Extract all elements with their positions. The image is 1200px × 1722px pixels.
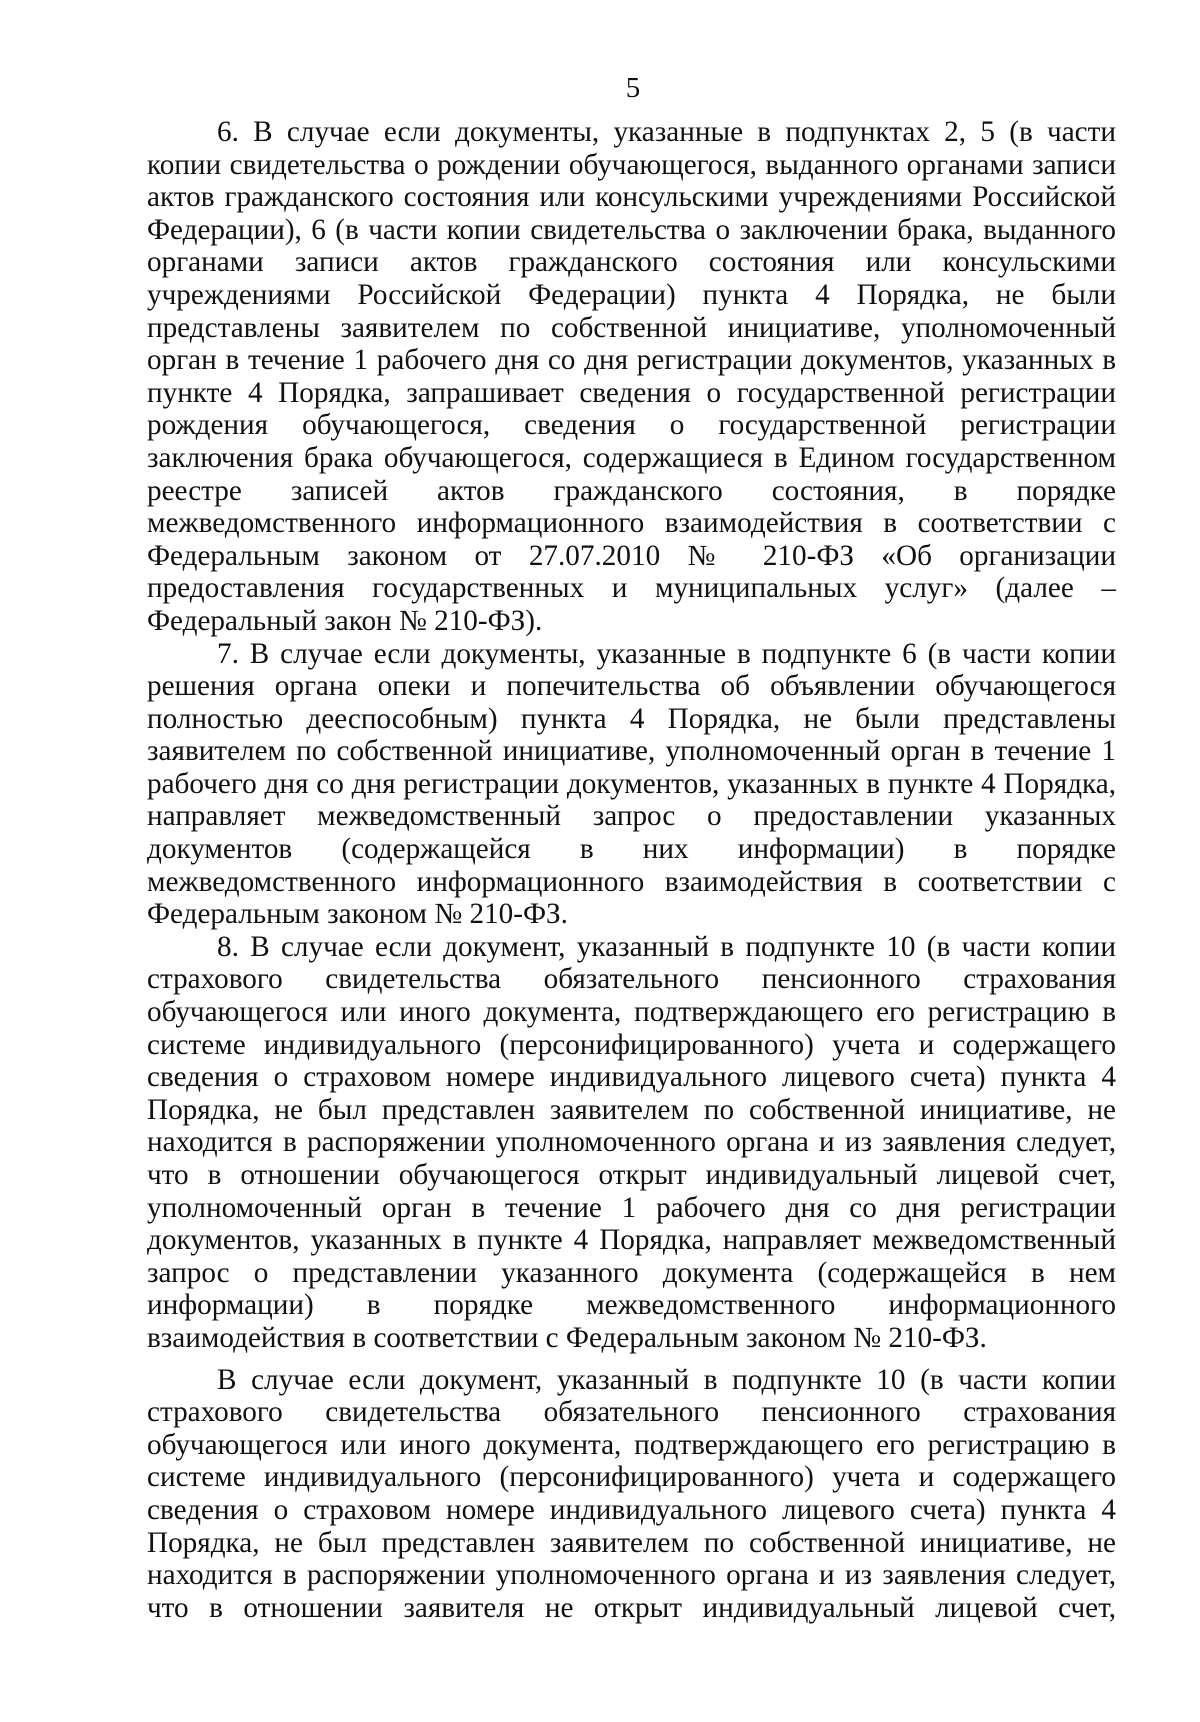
page-number: 5: [625, 72, 641, 104]
paragraph-6: 6. В случае если документы, указанные в подпунктах 2, 5 (в части копии свидетельства о рождении обучающегося, выданного органами записи актов гражданского состояния или консульскими учреждениями Российской Федерации), 6 (в части копии свидетельства о заключении брака, выданного органами записи актов гражданского состояния или консульскими учреждениями Российской Федерации) пункта 4 Порядка, не были представлены заявителем по собственной инициативе, уполномоченный орган в течение 1 рабочего дня со дня регистрации документов, указанных в пункте 4 Порядка, запрашивает сведения о государственной регистрации рождения обучающегося, сведения о государственной регистрации заключения брака обучающегося, содержащиеся в Едином государственном реестре записей актов гражданского состояния, в порядке межведомственного информационного взаимодействия в соответствии с Федеральным законом от 27.07.2010 № 210-ФЗ «Об организации предоставления государственных и муниципальных услуг» (далее – Федеральный закон № 210-ФЗ).: [147, 116, 1116, 637]
paragraph-8-continuation: В случае если документ, указанный в подпункте 10 (в части копии страхового свидетельства обязательного пенсионного страхования обучающегося или иного документа, подтверждающего его регистрацию в системе индивидуального (персонифицированного) учета и содержащего сведения о страховом номере индивидуального лицевого счета) пункта 4 Порядка, не был представлен заявителем по собственной инициативе, не находится в распоряжении уполномоченного органа и из заявления следует, что в отношении заявителя не открыт индивидуальный лицевой счет,: [147, 1363, 1116, 1624]
paragraph-7: 7. В случае если документы, указанные в подпункте 6 (в части копии решения органа опеки и попечительства об объявлении обучающегося полностью дееспособным) пункта 4 Порядка, не были представлены заявителем по собственной инициативе, уполномоченный орган в течение 1 рабочего дня со дня регистрации документов, указанных в пункте 4 Порядка, направляет межведомственный запрос о предоставлении указанных документов (содержащейся в них информации) в порядке межведомственного информационного взаимодействия в соответствии с Федеральным законом № 210-ФЗ.: [147, 637, 1116, 931]
document-body: [147, 116, 1116, 1624]
paragraph-8: 8. В случае если документ, указанный в подпункте 10 (в части копии страхового свидетельства обязательного пенсионного страхования обучающегося или иного документа, подтверждающего его регистрацию в системе индивидуального (персонифицированного) учета и содержащего сведения о страховом номере индивидуального лицевого счета) пункта 4 Порядка, не был представлен заявителем по собственной инициативе, не находится в распоряжении уполномоченного органа и из заявления следует, что в отношении обучающегося открыт индивидуальный лицевой счет, уполномоченный орган в течение 1 рабочего дня со дня регистрации документов, указанных в пункте 4 Порядка, направляет межведомственный запрос о представлении указанного документа (содержащейся в нем информации) в порядке межведомственного информационного взаимодействия в соответствии с Федеральным законом № 210-ФЗ.: [147, 930, 1116, 1354]
